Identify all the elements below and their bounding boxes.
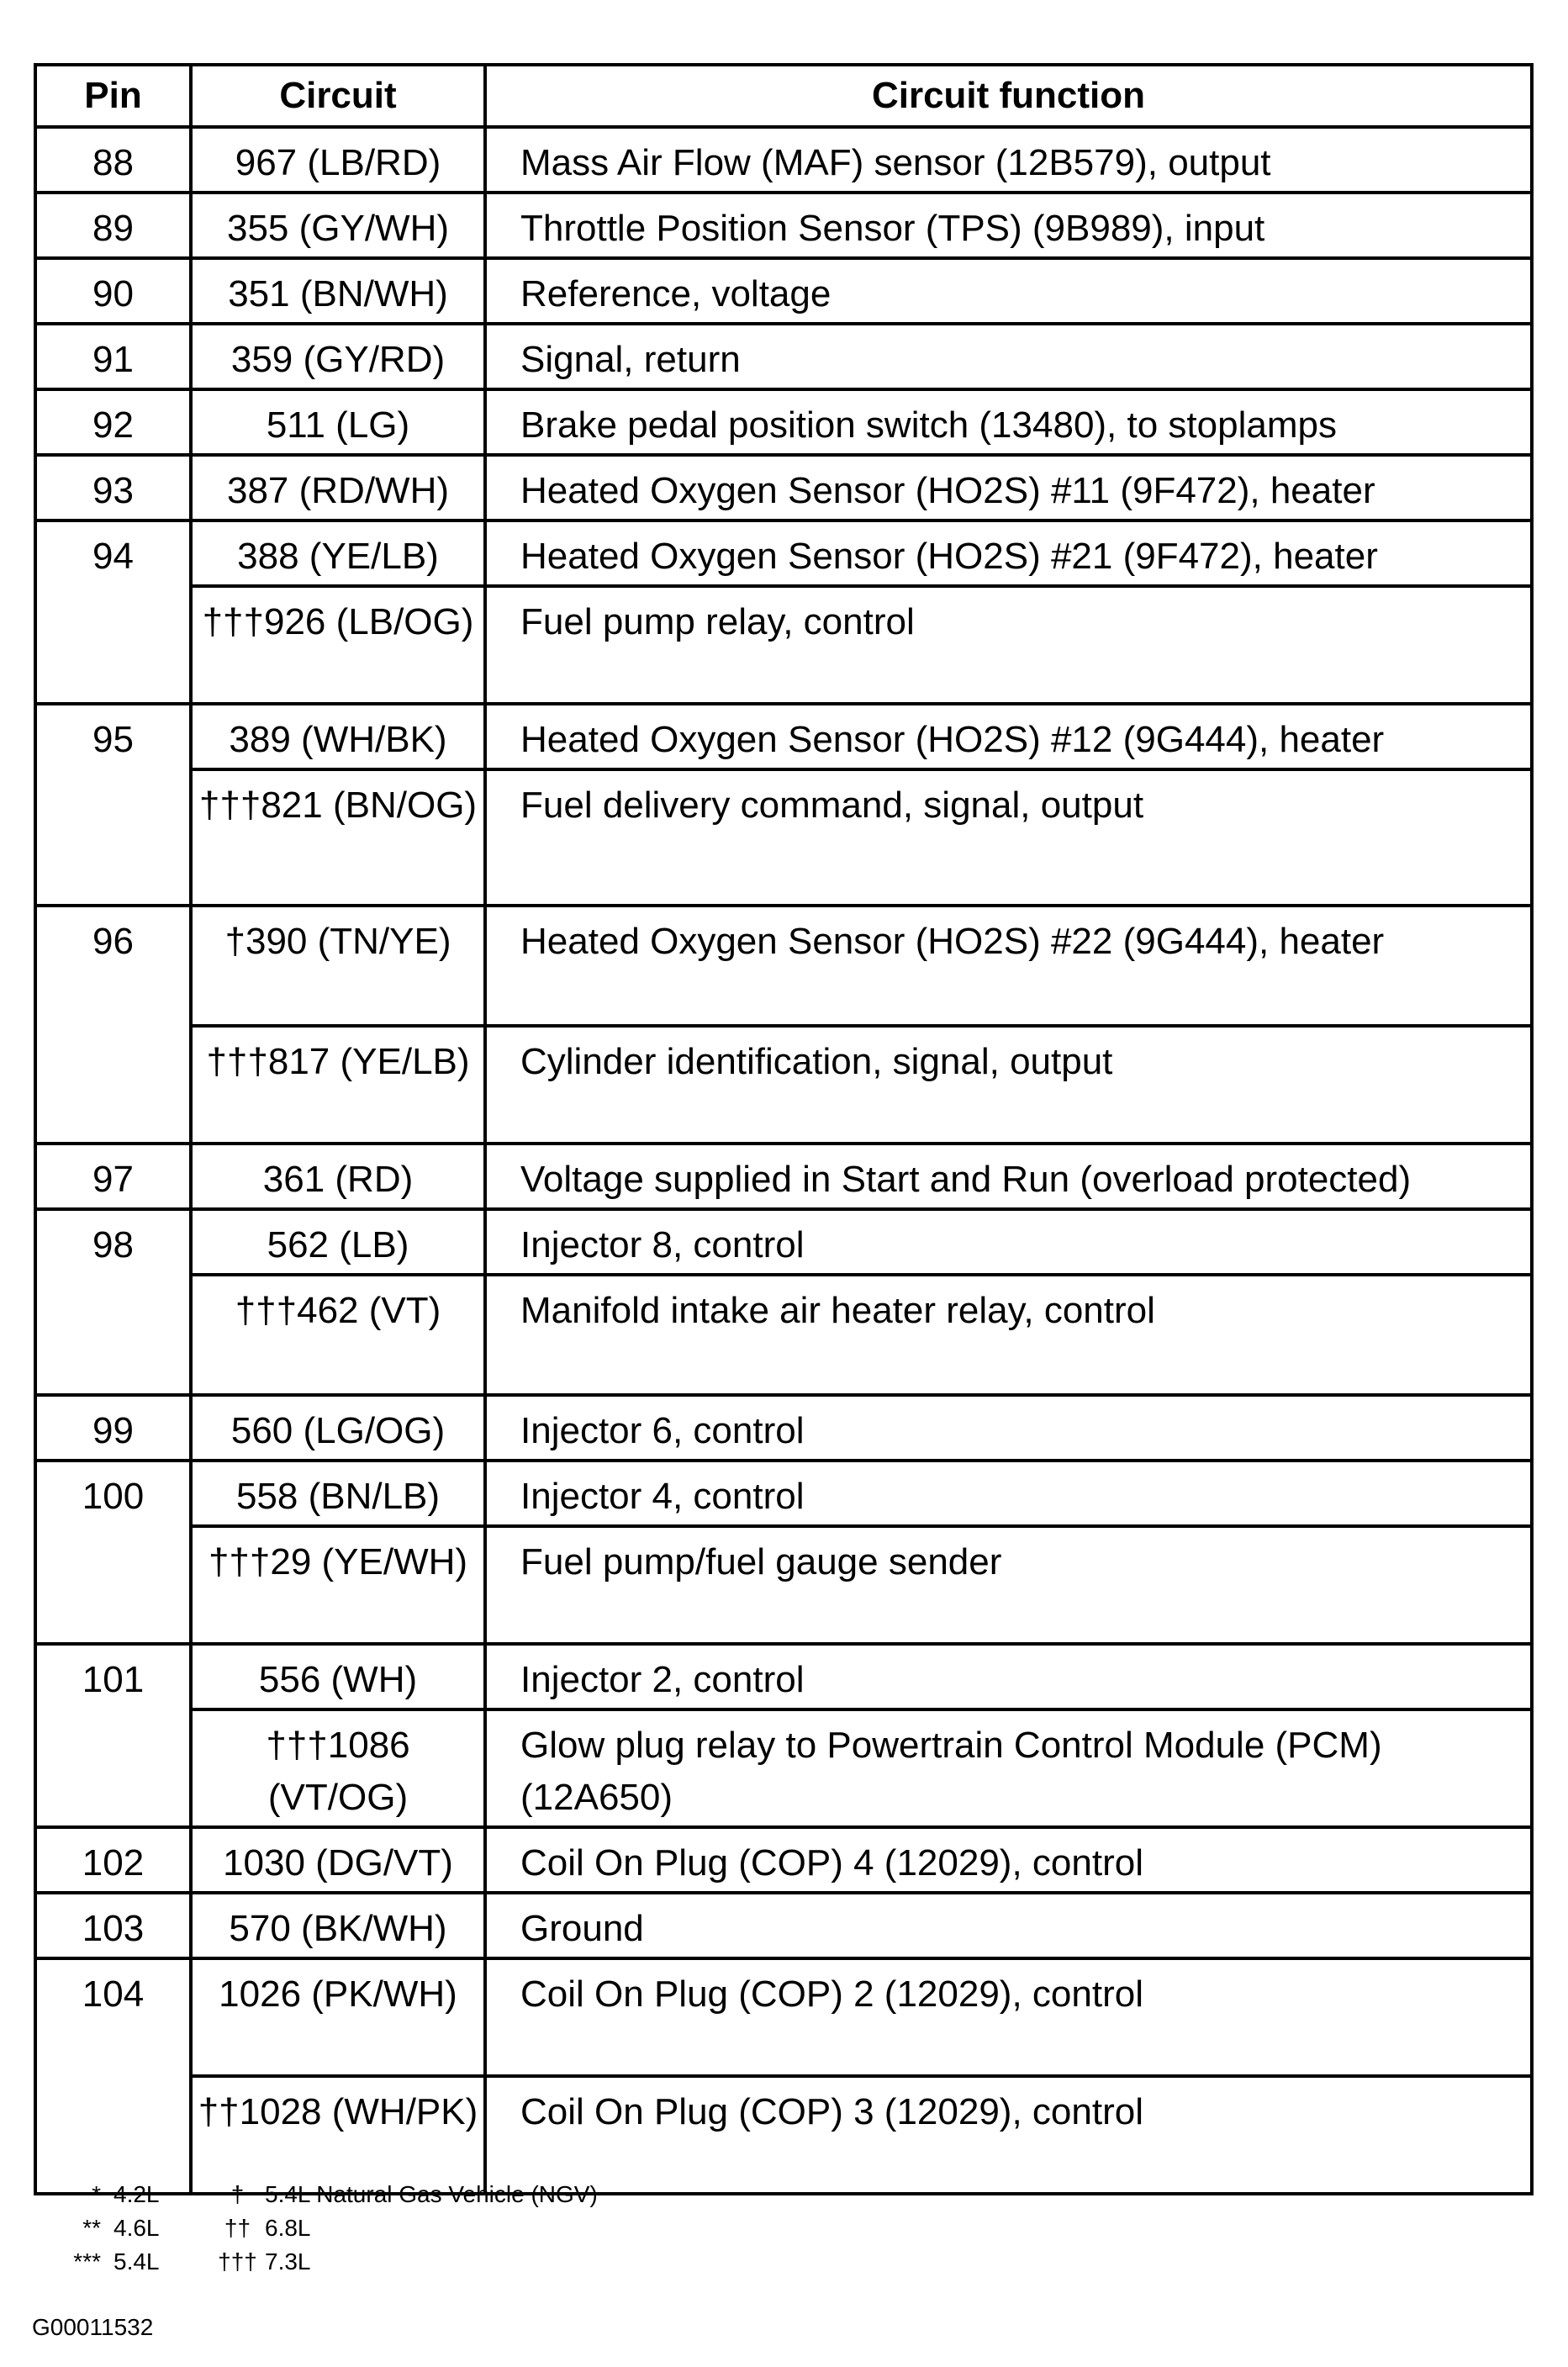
circuit-function-cell: Heated Oxygen Sensor (HO2S) #12 (9G444), heater bbox=[485, 704, 1532, 769]
circuit-function-cell: Reference, voltage bbox=[485, 258, 1532, 324]
header-pin: Pin bbox=[35, 65, 191, 127]
legend-row bbox=[38, 2245, 598, 2279]
legend-symbol: * bbox=[92, 2181, 101, 2207]
table-row bbox=[35, 1461, 1532, 1526]
table-row bbox=[35, 1644, 1532, 1709]
figure-code: G00011532 bbox=[32, 2314, 154, 2340]
circuit-cell: †††29 (YE/WH) bbox=[191, 1526, 485, 1644]
legend-row bbox=[38, 2178, 598, 2211]
circuit-function-cell: Coil On Plug (COP) 3 (12029), control bbox=[485, 2076, 1532, 2194]
table-row bbox=[35, 704, 1532, 769]
table-row bbox=[35, 193, 1532, 258]
circuit-cell: 967 (LB/RD) bbox=[191, 127, 485, 193]
legend-row bbox=[38, 2211, 598, 2245]
legend-symbol: †† bbox=[224, 2215, 251, 2241]
circuit-cell: 361 (RD) bbox=[191, 1144, 485, 1209]
table-row bbox=[35, 586, 1532, 704]
table-row bbox=[35, 1395, 1532, 1461]
circuit-cell: †††1086 (VT/OG) bbox=[191, 1709, 485, 1827]
legend-symbol: ††† bbox=[218, 2248, 257, 2275]
circuit-function-cell: Coil On Plug (COP) 4 (12029), control bbox=[485, 1827, 1532, 1893]
circuit-cell: 388 (YE/LB) bbox=[191, 520, 485, 586]
pin-cell: 103 bbox=[35, 1893, 191, 1958]
circuit-cell: †††821 (BN/OG) bbox=[191, 769, 485, 906]
circuit-cell: †††817 (YE/LB) bbox=[191, 1026, 485, 1144]
circuit-function-cell: Ground bbox=[485, 1893, 1532, 1958]
pin-cell: 95 bbox=[35, 704, 191, 906]
circuit-function-cell: Cylinder identification, signal, output bbox=[485, 1026, 1532, 1144]
legend-symbol: ** bbox=[82, 2215, 101, 2241]
legend-value: 6.8L bbox=[265, 2215, 311, 2241]
circuit-cell: 1026 (PK/WH) bbox=[191, 1958, 485, 2076]
circuit-function-cell: Injector 8, control bbox=[485, 1209, 1532, 1275]
table-row bbox=[35, 258, 1532, 324]
table-row bbox=[35, 1526, 1532, 1644]
table-row bbox=[35, 1893, 1532, 1958]
legend-value: 5.4L bbox=[114, 2248, 160, 2275]
legend-value: 5.4L Natural Gas Vehicle (NGV) bbox=[265, 2181, 598, 2207]
pin-circuit-table bbox=[34, 63, 1534, 2195]
circuit-cell: 570 (BK/WH) bbox=[191, 1893, 485, 1958]
circuit-function-cell: Heated Oxygen Sensor (HO2S) #22 (9G444), heater bbox=[485, 906, 1532, 1026]
circuit-function-cell: Injector 2, control bbox=[485, 1644, 1532, 1709]
circuit-function-cell: Coil On Plug (COP) 2 (12029), control bbox=[485, 1958, 1532, 2076]
header-circuit: Circuit bbox=[191, 65, 485, 127]
table-row bbox=[35, 324, 1532, 389]
legend-symbol: † bbox=[230, 2181, 245, 2207]
table-row bbox=[35, 1275, 1532, 1395]
table-row bbox=[35, 2076, 1532, 2194]
circuit-function-cell: Fuel pump/fuel gauge sender bbox=[485, 1526, 1532, 1644]
circuit-function-cell: Glow plug relay to Powertrain Control Module (PCM) (12A650) bbox=[485, 1709, 1532, 1827]
circuit-cell: 560 (LG/OG) bbox=[191, 1395, 485, 1461]
circuit-cell: 562 (LB) bbox=[191, 1209, 485, 1275]
table-row bbox=[35, 906, 1532, 1026]
table-row bbox=[35, 455, 1532, 520]
circuit-function-cell: Fuel delivery command, signal, output bbox=[485, 769, 1532, 906]
circuit-cell: †††462 (VT) bbox=[191, 1275, 485, 1395]
footnote-legend bbox=[38, 2178, 598, 2279]
table-header-row bbox=[35, 65, 1532, 127]
legend-symbol: *** bbox=[73, 2248, 101, 2275]
circuit-function-cell: Brake pedal position switch (13480), to stoplamps bbox=[485, 389, 1532, 455]
pin-cell: 99 bbox=[35, 1395, 191, 1461]
pin-cell: 91 bbox=[35, 324, 191, 389]
circuit-function-cell: Manifold intake air heater relay, control bbox=[485, 1275, 1532, 1395]
pin-cell: 101 bbox=[35, 1644, 191, 1827]
circuit-function-cell: Voltage supplied in Start and Run (overload protected) bbox=[485, 1144, 1532, 1209]
pin-cell: 88 bbox=[35, 127, 191, 193]
circuit-cell: 556 (WH) bbox=[191, 1644, 485, 1709]
pin-cell: 102 bbox=[35, 1827, 191, 1893]
circuit-function-cell: Heated Oxygen Sensor (HO2S) #21 (9F472), heater bbox=[485, 520, 1532, 586]
circuit-function-cell: Signal, return bbox=[485, 324, 1532, 389]
circuit-cell: 558 (BN/LB) bbox=[191, 1461, 485, 1526]
circuit-cell: †††926 (LB/OG) bbox=[191, 586, 485, 704]
table-row bbox=[35, 1026, 1532, 1144]
pin-cell: 104 bbox=[35, 1958, 191, 2194]
pin-cell: 98 bbox=[35, 1209, 191, 1395]
table-row bbox=[35, 389, 1532, 455]
legend-value: 4.2L bbox=[114, 2181, 160, 2207]
pin-cell: 97 bbox=[35, 1144, 191, 1209]
header-circuit-function: Circuit function bbox=[485, 65, 1532, 127]
circuit-cell: †390 (TN/YE) bbox=[191, 906, 485, 1026]
circuit-function-cell: Throttle Position Sensor (TPS) (9B989), input bbox=[485, 193, 1532, 258]
pin-cell: 92 bbox=[35, 389, 191, 455]
pin-cell: 100 bbox=[35, 1461, 191, 1644]
legend-value: 4.6L bbox=[114, 2215, 160, 2241]
table-row bbox=[35, 1709, 1532, 1827]
pin-cell: 96 bbox=[35, 906, 191, 1144]
circuit-cell: 511 (LG) bbox=[191, 389, 485, 455]
circuit-function-cell: Injector 6, control bbox=[485, 1395, 1532, 1461]
pin-cell: 89 bbox=[35, 193, 191, 258]
circuit-cell: 387 (RD/WH) bbox=[191, 455, 485, 520]
table-row bbox=[35, 1827, 1532, 1893]
table-row bbox=[35, 1209, 1532, 1275]
circuit-function-cell: Mass Air Flow (MAF) sensor (12B579), output bbox=[485, 127, 1532, 193]
table-row bbox=[35, 520, 1532, 586]
legend-value: 7.3L bbox=[265, 2248, 311, 2275]
circuit-cell: ††1028 (WH/PK) bbox=[191, 2076, 485, 2194]
circuit-function-cell: Heated Oxygen Sensor (HO2S) #11 (9F472), heater bbox=[485, 455, 1532, 520]
circuit-cell: 355 (GY/WH) bbox=[191, 193, 485, 258]
table-row bbox=[35, 127, 1532, 193]
pin-cell: 90 bbox=[35, 258, 191, 324]
circuit-cell: 359 (GY/RD) bbox=[191, 324, 485, 389]
pin-cell: 93 bbox=[35, 455, 191, 520]
pin-cell: 94 bbox=[35, 520, 191, 704]
table-row bbox=[35, 1958, 1532, 2076]
circuit-cell: 1030 (DG/VT) bbox=[191, 1827, 485, 1893]
circuit-cell: 389 (WH/BK) bbox=[191, 704, 485, 769]
circuit-cell: 351 (BN/WH) bbox=[191, 258, 485, 324]
circuit-function-cell: Injector 4, control bbox=[485, 1461, 1532, 1526]
table-body bbox=[35, 127, 1532, 2194]
table-row bbox=[35, 769, 1532, 906]
table-row bbox=[35, 1144, 1532, 1209]
circuit-function-cell: Fuel pump relay, control bbox=[485, 586, 1532, 704]
